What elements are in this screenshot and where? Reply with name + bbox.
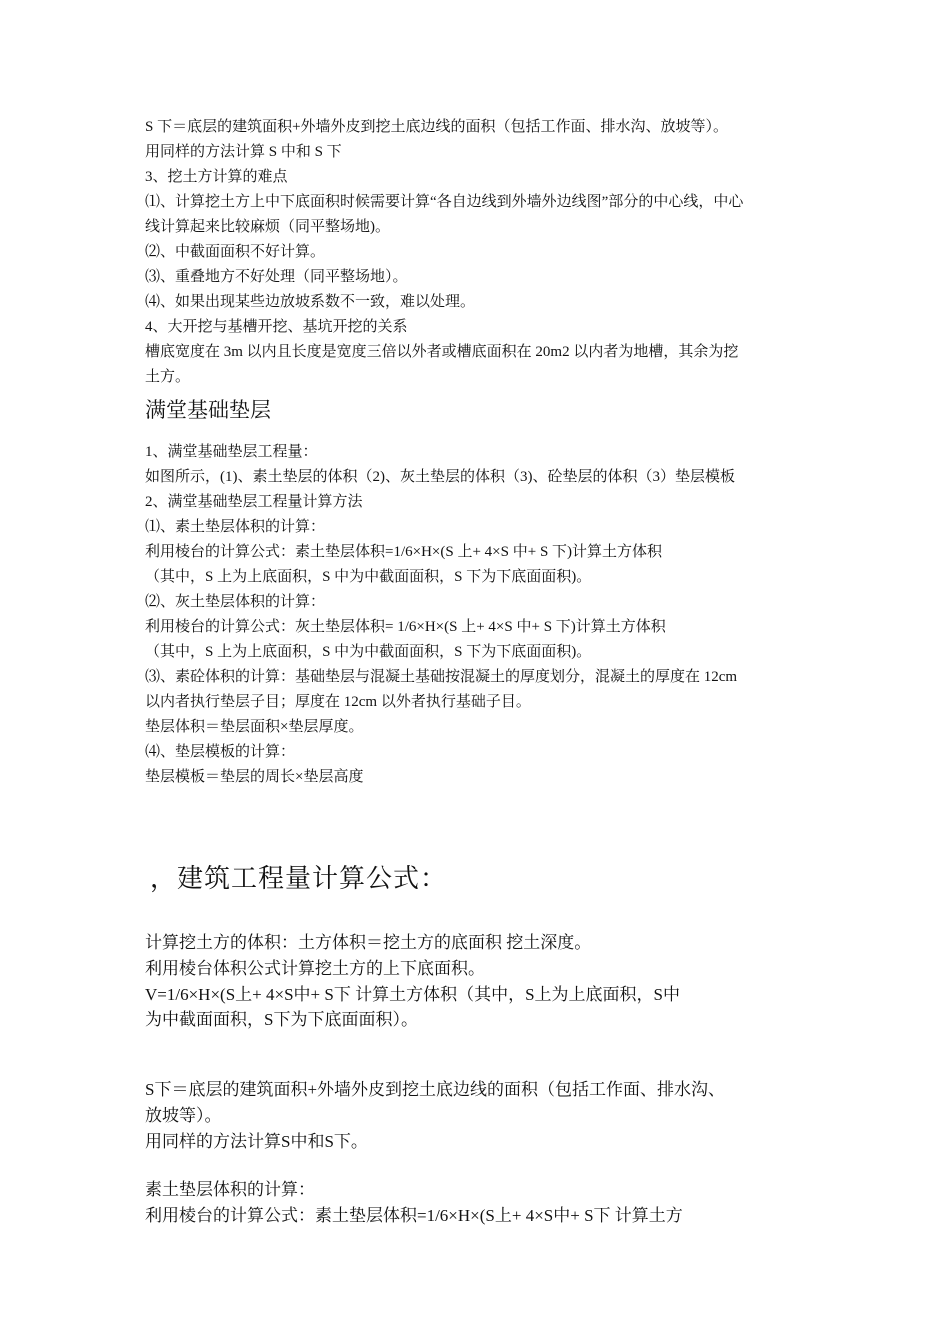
text-line: 2、满堂基础垫层工程量计算方法 [145, 494, 363, 510]
text-line: ⑶、重叠地方不好处理（同平整场地）。 [145, 269, 408, 285]
text-line: S 下＝底层的建筑面积+外墙外皮到挖土底边线的面积（包括工作面、排水沟、放坡等）。 [145, 119, 729, 135]
text-line: ⑴、素土垫层体积的计算： [145, 519, 326, 535]
text-line: ⑷、如果出现某些边放坡系数不一致，难以处理。 [145, 294, 476, 310]
text-line: ⑴、计算挖土方上中下底面积时候需要计算“各自边线到外墙外边线图”部分的中心线，中心 [145, 194, 744, 210]
text-line: 利用棱台体积公式计算挖土方的上下底面积。 [145, 959, 485, 978]
text-line: （其中，S 上为上底面积，S 中为中截面面积，S 下为下底面面积)。 [145, 569, 592, 585]
text-line: 利用棱台的计算公式：素土垫层体积=1/6×H×(S 上+ 4×S 中+ S 下)计算土方体积 [145, 544, 663, 560]
text-line: S下＝底层的建筑面积+外墙外皮到挖土底边线的面积（包括工作面、排水沟、 [145, 1080, 726, 1099]
text-line: ⑵、灰土垫层体积的计算： [145, 594, 326, 610]
text-line: 如图所示，(1)、素土垫层的体积（2)、灰土垫层的体积（3)、砼垫层的体积（3）垫层模板 [145, 469, 735, 485]
text-line: ⑷、垫层模板的计算： [145, 744, 296, 760]
text-line: 计算挖土方的体积：土方体积＝挖土方的底面积 挖土深度。 [145, 933, 592, 952]
text-line: 垫层体积＝垫层面积×垫层厚度。 [145, 719, 364, 735]
text-line: 素土垫层体积的计算： [145, 1180, 315, 1199]
text-line: ⑵、中截面面积不好计算。 [145, 244, 326, 260]
text-line: 垫层模板＝垫层的周长×垫层高度 [145, 769, 364, 785]
text-line: 线计算起来比较麻烦（同平整场地)。 [145, 219, 390, 235]
text-line: 槽底宽度在 3m 以内且长度是宽度三倍以外者或槽底面积在 20m2 以内者为地槽，其余为挖 [145, 344, 739, 360]
text-line: V=1/6×H×(S上+ 4×S中+ S下 计算土方体积（其中，S上为上底面积，S中 [145, 985, 680, 1004]
text-line: 利用棱台的计算公式：灰土垫层体积= 1/6×H×(S 上+ 4×S 中+ S 下)计算土方体积 [145, 619, 666, 635]
text-line: 1、满堂基础垫层工程量： [145, 444, 318, 460]
text-line: 4、大开挖与基槽开挖、基坑开挖的关系 [145, 319, 408, 335]
text-line: （其中，S 上为上底面积，S 中为中截面面积，S 下为下底面面积)。 [145, 644, 592, 660]
text-line: 用同样的方法计算 S 中和 S 下 [145, 144, 342, 160]
text-line: 3、挖土方计算的难点 [145, 169, 288, 185]
text-line: 为中截面面积，S下为下底面面积）。 [145, 1010, 418, 1029]
page-title: ，建筑工程量计算公式： [150, 864, 448, 893]
text-line: ⑶、素砼体积的计算：基础垫层与混凝土基础按混凝土的厚度划分，混凝土的厚度在 12cm [145, 669, 738, 685]
text-line: 利用棱台的计算公式：素土垫层体积=1/6×H×(S上+ 4×S中+ S下 计算土方 [145, 1206, 683, 1225]
text-line: 土方。 [145, 369, 191, 385]
text-line: 放坡等）。 [145, 1106, 222, 1125]
text-line: 用同样的方法计算S中和S下。 [145, 1132, 368, 1151]
section-heading: 满堂基础垫层 [145, 398, 271, 422]
text-line: 以内者执行垫层子目；厚度在 12cm 以外者执行基础子目。 [145, 694, 531, 710]
